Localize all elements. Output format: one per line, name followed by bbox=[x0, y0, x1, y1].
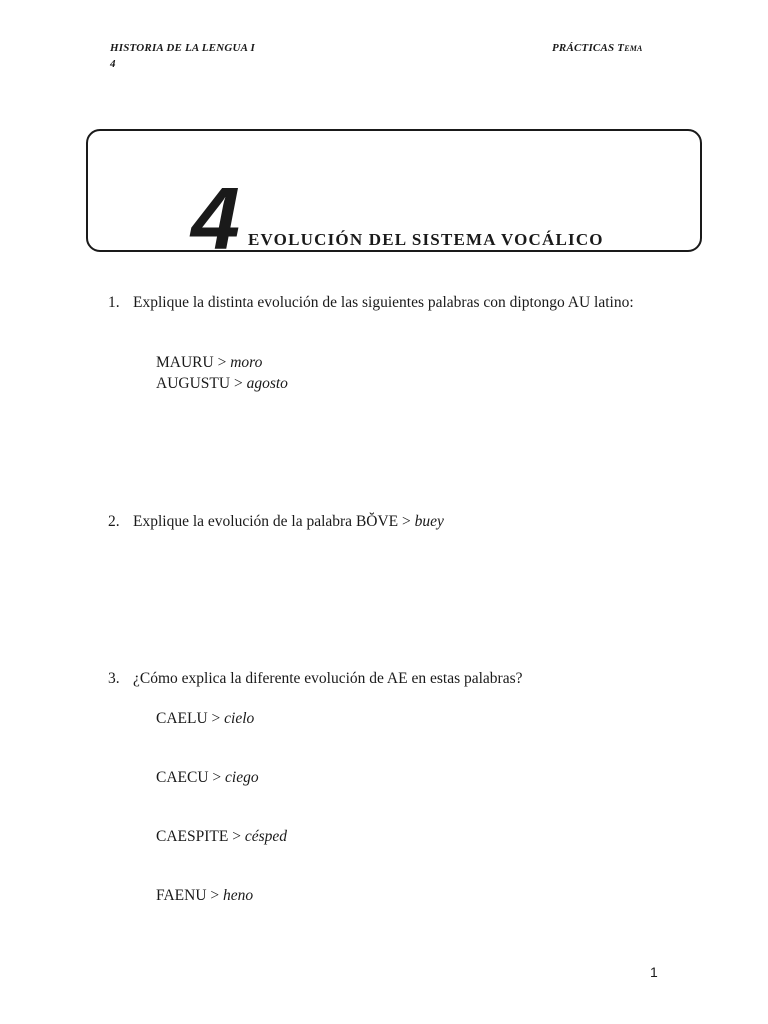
latin-word: CAESPITE bbox=[156, 828, 229, 845]
example-item bbox=[156, 826, 287, 847]
example-item bbox=[156, 708, 254, 729]
question-text bbox=[133, 511, 663, 533]
example-item bbox=[156, 885, 253, 906]
result-word: ciego bbox=[225, 769, 259, 786]
arrow-symbol: > bbox=[232, 828, 241, 845]
arrow-symbol: > bbox=[210, 887, 220, 904]
chapter-title: EVOLUCIÓN DEL SISTEMA VOCÁLICO bbox=[248, 230, 604, 249]
chapter-number: 4 bbox=[191, 169, 240, 252]
question-text-prefix: Explique la evolución de la palabra BŎVE > bbox=[133, 513, 411, 530]
latin-word: CAELU bbox=[156, 710, 208, 727]
example-item bbox=[156, 352, 262, 373]
latin-word: FAENU bbox=[156, 887, 207, 904]
result-word: buey bbox=[414, 513, 444, 530]
arrow-symbol: > bbox=[217, 354, 227, 371]
result-word: césped bbox=[244, 828, 288, 845]
latin-word: AUGUSTU bbox=[156, 375, 231, 392]
result-word: moro bbox=[230, 354, 263, 371]
header-practice-label: PRÁCTICAS Tema bbox=[552, 42, 643, 54]
arrow-symbol: > bbox=[211, 710, 221, 727]
question-text: ¿Cómo explica la diferente evolución de AE en estas palabras? bbox=[133, 670, 523, 687]
result-word: heno bbox=[223, 887, 254, 904]
arrow-symbol: > bbox=[233, 375, 243, 392]
chapter-title-box bbox=[86, 129, 702, 252]
example-item bbox=[156, 373, 288, 394]
header-course-title: HISTORIA DE LA LENGUA I bbox=[110, 42, 255, 54]
question-number: 2. bbox=[108, 513, 120, 530]
latin-word: CAECU bbox=[156, 769, 209, 786]
latin-word: MAURU bbox=[156, 354, 214, 371]
arrow-symbol: > bbox=[212, 769, 222, 786]
question-text: Explique la distinta evolución de las siguientes palabras con diptongo AU latino: bbox=[133, 294, 634, 311]
question-number: 3. bbox=[108, 670, 120, 687]
header-course-number: 4 bbox=[110, 58, 116, 70]
example-item bbox=[156, 767, 259, 788]
result-word: cielo bbox=[224, 710, 255, 727]
result-word: agosto bbox=[246, 375, 288, 392]
page-number: 1 bbox=[650, 964, 658, 980]
question-number: 1. bbox=[108, 294, 120, 311]
